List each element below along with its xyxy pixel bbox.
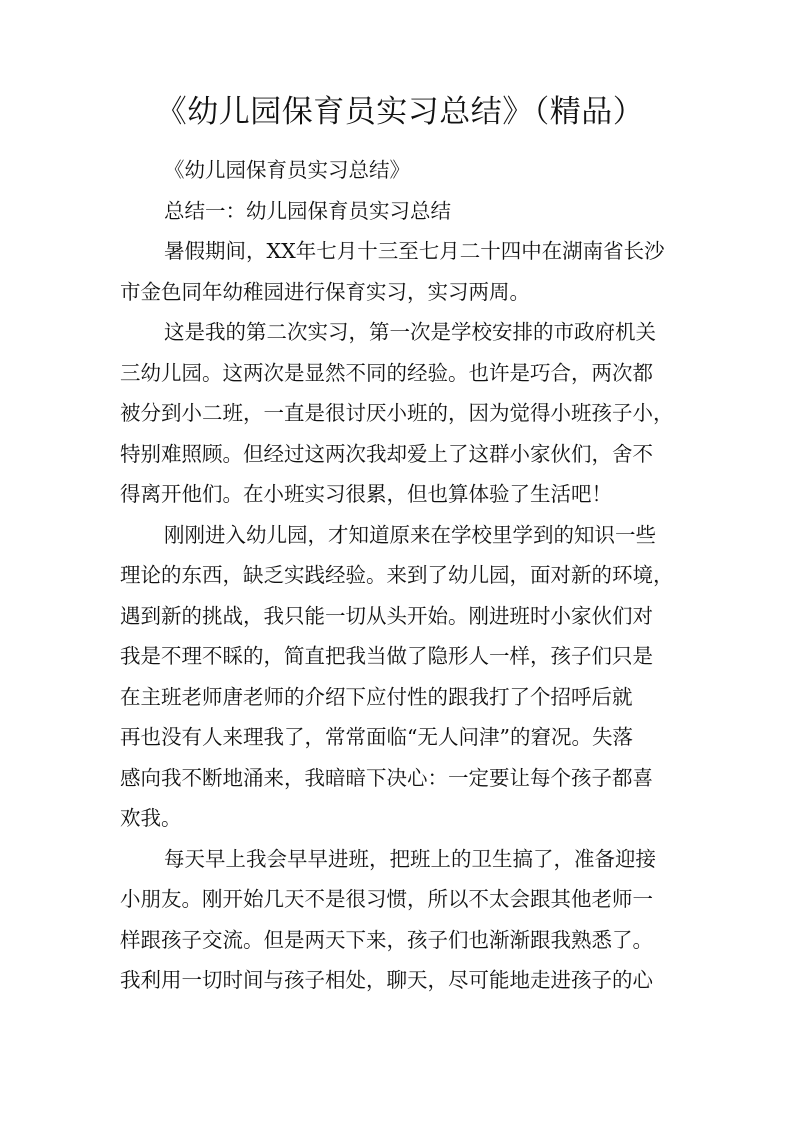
text-line: 三幼儿园。这两次是显然不同的经验。也许是巧合，两次都 — [120, 360, 653, 385]
text-line: 《幼儿园保育员实习总结》 — [164, 158, 410, 182]
text-line: 小朋友。刚开始几天不是很习惯，所以不太会跟其他老师一 — [120, 887, 653, 911]
text-line: 暑假期间，XX年七月十三至七月二十四中在湖南省长沙 — [164, 239, 665, 263]
text-line: 总结一：幼儿园保育员实习总结 — [164, 198, 451, 223]
text-line: 感向我不断地涌来，我暗暗下决心：一定要让每个孩子都喜 — [120, 765, 653, 790]
text-line: 在主班老师唐老师的介绍下应付性的跟我打了个招呼后就 — [120, 684, 633, 709]
section-heading — [120, 191, 690, 232]
paragraph — [120, 515, 690, 839]
text-line: 特别难照顾。但经过这两次我却爱上了这群小家伙们，舍不 — [120, 441, 653, 466]
text-line: 再也没有人来理我了，常常面临“无人问津”的窘况。失落 — [120, 725, 633, 749]
text-line: 被分到小二班，一直是很讨厌小班的，因为觉得小班孩子小， — [120, 401, 674, 425]
text-line: 我利用一切时间与孩子相处，聊天，尽可能地走进孩子的心 — [120, 968, 653, 992]
paragraph — [120, 839, 690, 1001]
text-line: 理论的东西，缺乏实践经验。来到了幼儿园，面对新的环境， — [120, 563, 674, 587]
paragraph — [120, 231, 690, 312]
text-line: 遇到新的挑战，我只能一切从头开始。刚进班时小家伙们对 — [120, 603, 653, 628]
text-line: 刚刚进入幼儿园，才知道原来在学校里学到的知识一些 — [164, 522, 656, 547]
document-body — [120, 150, 690, 1001]
text-line: 我是不理不睬的，简直把我当做了隐形人一样，孩子们只是 — [120, 644, 653, 668]
document-title: 《幼儿园保育员实习总结》（精品） — [155, 94, 645, 130]
subtitle-paragraph — [120, 150, 690, 191]
text-line: 每天早上我会早早进班，把班上的卫生搞了，准备迎接 — [164, 846, 656, 871]
paragraph — [120, 312, 690, 515]
text-line: 欢我。 — [120, 806, 182, 830]
text-line: 样跟孩子交流。但是两天下来，孩子们也渐渐跟我熟悉了。 — [120, 927, 653, 952]
text-line: 市金色同年幼稚园进行保育实习，实习两周。 — [120, 279, 530, 304]
text-line: 得离开他们。在小班实习很累，但也算体验了生活吧！ — [120, 482, 612, 506]
text-line: 这是我的第二次实习，第一次是学校安排的市政府机关 — [164, 320, 656, 344]
